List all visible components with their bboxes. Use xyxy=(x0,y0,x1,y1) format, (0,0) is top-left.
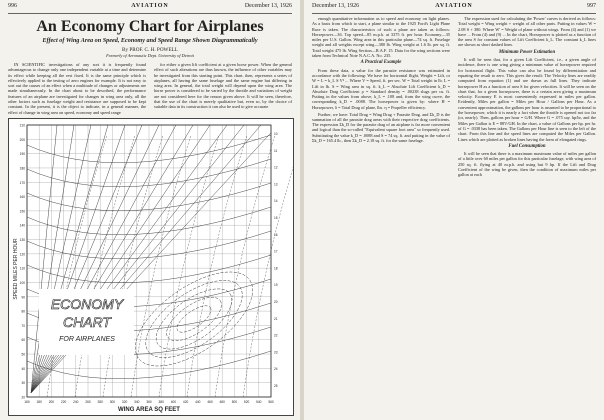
x-tick-label: 540 xyxy=(256,400,262,404)
intro-paragraph-1: IN SCIENTIFIC investigations of any sort it is frequently found advantageous to change only one independent variable at a time and determine its effect while keeping all the rest fixed. It is the same principle which is effectively applied to the testing of aero engines for example. It is not easy to sort out the causes of an effect when a multitude of changes or adjustments are made simultaneously. In the chart about to be described, the performance features of an airplane are investigated for changes in wing area only, all the other factors such as fuselage weight and resistance are supposed to be kept constant. In the present, it is the object to indicate, in a general manner, the effect of change in wing area on speed, economy and speed range xyxy=(8,62,146,115)
lift-coefficient-curve xyxy=(215,135,275,397)
y-tick-label: 90 xyxy=(21,295,25,300)
right-scale-label: 13 xyxy=(274,182,278,187)
right-column-1 xyxy=(312,16,450,145)
economy-ring xyxy=(173,301,215,337)
right-page xyxy=(304,0,604,420)
left-page-header xyxy=(8,3,292,14)
right-scale-label: 15 xyxy=(274,216,278,220)
x-tick-label: 260 xyxy=(85,400,91,404)
x-tick-label: 240 xyxy=(73,400,79,404)
y-tick-label: 160 xyxy=(19,195,25,200)
issue-date: December 13, 1926 xyxy=(244,3,292,9)
y-tick-label: 200 xyxy=(19,137,25,142)
right-scale-label: 20 xyxy=(274,300,278,304)
x-tick-label: 480 xyxy=(219,400,225,404)
article-author: By PROF. C. H. POWELL xyxy=(122,47,178,53)
x-tick-label: 180 xyxy=(36,400,42,404)
right-page-header xyxy=(312,3,596,14)
section-heading-fuel-consumption: Fuel Consumption xyxy=(508,143,546,149)
x-tick-label: 500 xyxy=(231,400,238,404)
y-tick-label: 190 xyxy=(19,152,25,157)
figure-x-axis-label: WING AREA SQ FEET xyxy=(118,407,180,413)
x-tick-label: 200 xyxy=(48,400,55,404)
x-tick-label: 560 xyxy=(268,400,274,404)
economy-chart-svg xyxy=(9,119,293,415)
right-scale-label: 18 xyxy=(274,266,278,271)
x-tick-label: 360 xyxy=(146,400,152,404)
right-scale-label: 16 xyxy=(274,232,278,237)
lift-coefficient-curve xyxy=(103,135,163,397)
y-tick-label: 70 xyxy=(21,323,25,328)
right-scale-label: 17 xyxy=(274,249,278,254)
y-tick-label: 210 xyxy=(19,123,25,128)
y-tick-label: 40 xyxy=(21,366,25,371)
x-tick-label: 320 xyxy=(121,400,128,404)
x-tick-label: 440 xyxy=(195,400,201,404)
y-tick-label: 50 xyxy=(21,352,25,357)
economy-ring xyxy=(133,266,255,373)
page-number: 997 xyxy=(587,3,596,9)
figure-caption-subtitle: FOR AIRPLANES xyxy=(59,336,115,343)
power-curves-paragraph: The expression used for calculating the 'Power' curves is derived as follows: Total weight = Wing weight + weight of all other parts. Putting in values W = 2.08 S + 380. Where W' = Weight of plane without wings. From (4) and (1) we have ... From (4) and (9) ... In the chart, Horsepower is plotted as a function of the area S for constant values of Lift Coefficient k_L. The constant k_L lines are shown as short dashed lines. xyxy=(458,16,596,48)
article-subtitle: Effect of Wing Area on Speed, Economy and Speed Range Shown Diagrammatically xyxy=(42,37,258,44)
article-title: An Economy Chart for Airplanes xyxy=(36,18,264,35)
right-scale-label: 22 xyxy=(274,333,278,338)
drag-paragraph: Further, we have: Total Drag = Wing Drag + Parasite Drag. and Σk_D is the summation of all the parasite drag areas with their respective drag coefficients. The expression Σk_D for the parasite drag of an airplane is far more convenient and logical than the so-called "Equivalent square foot area" so frequently used. Substituting the value k_D = .0088 and S = 74 sq. ft. and putting in the value of Σk_D = 165.4 lb., then Σk_D = 2.18 sq. ft. for the same fuselage. xyxy=(312,111,450,144)
x-tick-label: 420 xyxy=(182,400,189,404)
y-tick-label: 60 xyxy=(21,338,25,343)
right-scale-label: 21 xyxy=(274,316,278,321)
right-column-2 xyxy=(458,16,596,179)
y-tick-label: 20 xyxy=(21,395,25,400)
practical-example-paragraph: From these data, a value for the parasite resistance was estimated in accordance with the following: We have for horizontal flight, Weight = Lift, or W = L = k_L S V² ... Where V = Speed, ft. per sec. W = Total weight in lb. L = Lift in lb. S = Wing area in sq. ft. k_L = Absolute Lift Coefficient k_D = Absolute Drag Coefficient ρ = Standard density = .00238 slugs per cu. ft. Putting in the values from above, k_L = .108 and, from the wing curve, the corresponding k_D = .0088. The horsepower is given by: where H = Horsepower, δ = Total Drag of plane, lbs. η = Propeller efficiency. xyxy=(312,67,450,110)
x-tick-label: 220 xyxy=(60,400,67,404)
y-tick-label: 110 xyxy=(19,266,25,271)
right-scale-label: 23 xyxy=(274,350,278,355)
y-tick-label: 140 xyxy=(19,223,25,228)
y-tick-label: 120 xyxy=(19,252,25,257)
right-scale-label: 19 xyxy=(274,283,278,288)
author-affiliation: Formerly of Aeronautic Dept. University of Detroit xyxy=(106,53,194,58)
y-tick-label: 30 xyxy=(21,381,25,386)
economy-ring xyxy=(146,277,241,360)
economy-chart-figure xyxy=(8,118,294,416)
figure-caption-chart: CHART xyxy=(63,314,111,330)
journal-name: AVIATION xyxy=(435,3,473,9)
x-tick-label: 460 xyxy=(207,400,213,404)
section-heading-minimum-power: Minimum Power Estimation xyxy=(498,49,556,55)
issue-date: December 13, 1926 xyxy=(312,3,360,9)
x-tick-label: 520 xyxy=(243,400,250,404)
plane-data-paragraph: enough quantitative information as to speed and economy on light planes. As a basis from which to start, a plane similar to the 1925 Ford's Light Plane Race is taken. The characteristics of such a plane are taken as follows: Horsepower—36. Top speed—85 m.p.h. at 3375 ft. per hour. Economy—35 miles per U.S. Gallon. Wing area in this particular plane—74 sq. ft. Fuselage weight and all weights except wing—380 lb. Wing weight at 1.6 lb. per sq. ft. Total weight 475 lb. Wing Section—R.A.F. 15. Data for the wing sections were taken from Technical Note N.A.C.A. No. 235. xyxy=(312,16,450,59)
x-tick-label: 160 xyxy=(24,400,30,404)
lift-coefficient-curve xyxy=(47,135,107,397)
intro-paragraph-2: for either a given lift coefficient at a given horse power. When the general effect of such alterations are thus known, the influence of other variables may be investigated from this starting point. This chart, then, represents a series of airplanes, all having the same fuselage and the same engine but differing in wing area. In general, the total weight will depend upon the wing area. The horse power is considered to be varied by the throttle and variations of weight are not considered here for the reason given above. It will be seen, therefore, that the use of the chart is merely qualitative but, even so, by the choice of suitable data in its construction it can also be used to give accurate xyxy=(154,62,292,110)
right-scale-label: 24 xyxy=(274,367,278,372)
lift-coefficient-curve xyxy=(243,135,293,397)
minimum-power-paragraph: It will be seen that, for a given Lift Coefficient, i.e., a given angle of incidence, there is one wing giving a minimum value of horsepower required for horizontal flight. This value can also be found by differentiation and equating the result to zero. This gives the result: The Velocity lines are readily computed from equation (1) and are drawn as full lines. They indicate horsepower H as a function of area S for given velocities. It will be seen on the chart that, for a given horsepower, there is a certain area giving a maximum velocity. Economy E is most conveniently expressed in miles per gallon. Evidently, Miles per gallon = Miles per Hour / Gallons per Hour. As a convenient approximation, the gallons per hour is assumed to be proportional to the horsepower, which it is nearly a fact when the throttle is opened not too far (or, nearly). Then, gallons per hour = G/H. Where G = .075 say. hp/hr, and the Miles per Gallon is E = 88V/GH. In the chart, a value of Gallons per hp. per hr. of G = .0338 has been taken. The Gallons per Hour line is seen to the left of the chart. From this line and the speed lines are computed the Miles per Gallon. Lines which are plotted as broken lines having the form of elongated rings. xyxy=(458,57,596,142)
y-tick-label: 80 xyxy=(21,309,25,314)
y-tick-label: 100 xyxy=(19,280,25,285)
x-tick-label: 340 xyxy=(134,400,140,404)
left-page xyxy=(0,0,300,420)
right-scale-label: 12 xyxy=(274,165,278,170)
y-tick-label: 150 xyxy=(19,209,25,214)
figure-y-axis-label: SPEED MILES PER HOUR xyxy=(13,238,19,300)
section-heading-practical-example: A Practical Example xyxy=(360,60,402,66)
x-tick-label: 280 xyxy=(97,400,103,404)
x-tick-label: 380 xyxy=(158,400,164,404)
journal-name: AVIATION xyxy=(131,3,169,9)
intro-column-1 xyxy=(8,62,146,116)
fuel-consumption-paragraph: It will be seen that there is a maximum maximum value of miles per gallon of a little over 60 miles per gallon for this particular fuselage, with wing area of 250 sq. ft. flying at 40 m.p.h. and using but 9 hp. If the Lift and Drag Coefficient of the wing be given, then the condition of maximum miles per gallon at each xyxy=(458,151,596,178)
page-number: 996 xyxy=(8,3,17,9)
right-scale-label: 10 xyxy=(274,132,278,136)
y-tick-label: 170 xyxy=(19,180,25,185)
y-tick-label: 130 xyxy=(19,238,25,243)
right-scale-label: 14 xyxy=(274,199,278,204)
figure-caption-economy: ECONOMY xyxy=(50,296,124,312)
x-tick-label: 300 xyxy=(109,400,116,404)
economy-ring xyxy=(120,254,268,384)
right-scale-label: 11 xyxy=(274,148,278,153)
x-tick-label: 400 xyxy=(170,400,177,404)
intro-column-2 xyxy=(154,62,292,111)
right-scale-label: 25 xyxy=(274,384,278,388)
y-tick-label: 180 xyxy=(19,166,25,171)
lift-coefficient-curve xyxy=(75,135,135,397)
